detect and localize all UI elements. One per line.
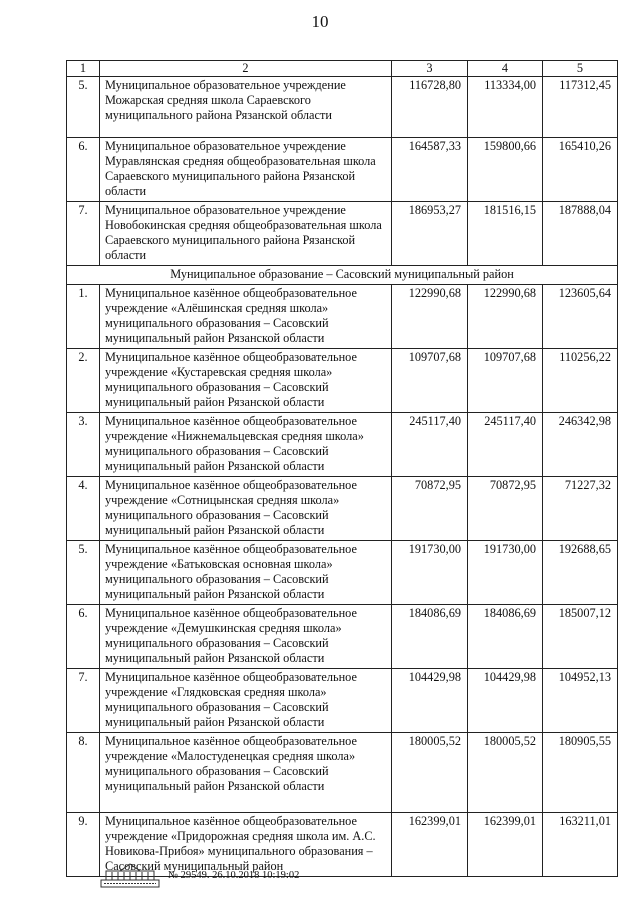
value-col-5: 117312,45 [543, 77, 618, 138]
institution-name: Муниципальное казённое общеобразовательное учреждение «Алёшинская средняя школа» муниципального образования – Сасовский муниципальный район Рязанской области [100, 285, 392, 349]
table-row [67, 202, 618, 266]
table-row [67, 477, 618, 541]
row-number: 6. [67, 605, 100, 669]
value-col-5: 187888,04 [543, 202, 618, 266]
value-col-5: 185007,12 [543, 605, 618, 669]
section-title: Муниципальное образование – Сасовский муниципальный район [67, 266, 618, 285]
value-col-4: 191730,00 [468, 541, 543, 605]
value-col-5: 165410,26 [543, 138, 618, 202]
value-col-3: 191730,00 [392, 541, 468, 605]
value-col-4: 104429,98 [468, 669, 543, 733]
institution-name: Муниципальное казённое общеобразовательное учреждение «Глядковская средняя школа» муниципального образования – Сасовский муниципальный район Рязанской области [100, 669, 392, 733]
value-col-3: 245117,40 [392, 413, 468, 477]
table-row [67, 541, 618, 605]
value-col-5: 71227,32 [543, 477, 618, 541]
institution-name: Муниципальное казённое общеобразовательное учреждение «Демушкинская средняя школа» муниципального образования – Сасовский муниципальный район Рязанской области [100, 605, 392, 669]
institution-name: Муниципальное образовательное учреждение Муравлянская средняя общеобразовательная школа Сараевского муниципального района Рязанской области [100, 138, 392, 202]
value-col-3: 109707,68 [392, 349, 468, 413]
value-col-3: 70872,95 [392, 477, 468, 541]
row-number: 8. [67, 733, 100, 813]
value-col-4: 180005,52 [468, 733, 543, 813]
row-number: 7. [67, 669, 100, 733]
value-col-3: 164587,33 [392, 138, 468, 202]
value-col-4: 113334,00 [468, 77, 543, 138]
value-col-4: 162399,01 [468, 813, 543, 877]
value-col-4: 122990,68 [468, 285, 543, 349]
institution-name: Муниципальное образовательное учреждение Новобокинская средняя общеобразовательная школа Сараевского муниципального района Рязанской области [100, 202, 392, 266]
institution-name: Муниципальное казённое общеобразовательное учреждение «Сотницынская средняя школа» муниципального образования – Сасовский муниципальный район Рязанской области [100, 477, 392, 541]
value-col-4: 70872,95 [468, 477, 543, 541]
institution-name: Муниципальное казённое общеобразовательное учреждение «Придорожная средняя школа им. А.С. Новикова-Прибоя» муниципального образования – Сасовский муниципальный район [100, 813, 392, 877]
value-col-3: 162399,01 [392, 813, 468, 877]
row-number: 4. [67, 477, 100, 541]
row-number: 6. [67, 138, 100, 202]
table-row [67, 349, 618, 413]
value-col-5: 246342,98 [543, 413, 618, 477]
table-row [67, 77, 618, 138]
value-col-5: 110256,22 [543, 349, 618, 413]
value-col-5: 163211,01 [543, 813, 618, 877]
header-cell-1: 1 [67, 61, 100, 77]
header-cell-4: 4 [468, 61, 543, 77]
value-col-4: 184086,69 [468, 605, 543, 669]
row-number: 5. [67, 77, 100, 138]
value-col-3: 122990,68 [392, 285, 468, 349]
institution-name: Муниципальное казённое общеобразовательное учреждение «Батьковская основная школа» муниципального образования – Сасовский муниципальный район Рязанской области [100, 541, 392, 605]
value-col-4: 245117,40 [468, 413, 543, 477]
section-header-row [67, 266, 618, 285]
value-col-4: 159800,66 [468, 138, 543, 202]
row-number: 5. [67, 541, 100, 605]
value-col-4: 109707,68 [468, 349, 543, 413]
table-header-row [67, 61, 618, 77]
row-number: 3. [67, 413, 100, 477]
row-number: 9. [67, 813, 100, 877]
institution-name: Муниципальное казённое общеобразовательное учреждение «Нижнемальцевская средняя школа» муниципального образования – Сасовский муниципальный район Рязанской области [100, 413, 392, 477]
value-col-5: 192688,65 [543, 541, 618, 605]
allocation-table [66, 60, 618, 877]
registration-stamp: № 29549. 26.10.2018 10:19:02 [168, 869, 300, 881]
value-col-3: 116728,80 [392, 77, 468, 138]
row-number: 2. [67, 349, 100, 413]
page-number: 10 [311, 12, 329, 31]
value-col-3: 186953,27 [392, 202, 468, 266]
table-row [67, 138, 618, 202]
header-cell-3: 3 [392, 61, 468, 77]
row-number: 1. [67, 285, 100, 349]
value-col-3: 104429,98 [392, 669, 468, 733]
value-col-5: 123605,64 [543, 285, 618, 349]
table-row [67, 413, 618, 477]
value-col-5: 180905,55 [543, 733, 618, 813]
value-col-4: 181516,15 [468, 202, 543, 266]
institution-name: Муниципальное казённое общеобразовательное учреждение «Кустаревская средняя школа» муниципального образования – Сасовский муниципальный район Рязанской области [100, 349, 392, 413]
table-row [67, 733, 618, 813]
institution-name: Муниципальное казённое общеобразовательное учреждение «Малостуденецкая средняя школа» муниципального образования – Сасовский муниципальный район Рязанской области [100, 733, 392, 813]
header-cell-2: 2 [100, 61, 392, 77]
table-row [67, 285, 618, 349]
document-footer [100, 862, 299, 888]
table-row [67, 605, 618, 669]
value-col-5: 104952,13 [543, 669, 618, 733]
value-col-3: 184086,69 [392, 605, 468, 669]
government-building-seal-icon [100, 862, 160, 888]
institution-name: Муниципальное образовательное учреждение Можарская средняя школа Сараевского муниципального района Рязанской области [100, 77, 392, 138]
row-number: 7. [67, 202, 100, 266]
value-col-3: 180005,52 [392, 733, 468, 813]
table-row [67, 669, 618, 733]
header-cell-5: 5 [543, 61, 618, 77]
